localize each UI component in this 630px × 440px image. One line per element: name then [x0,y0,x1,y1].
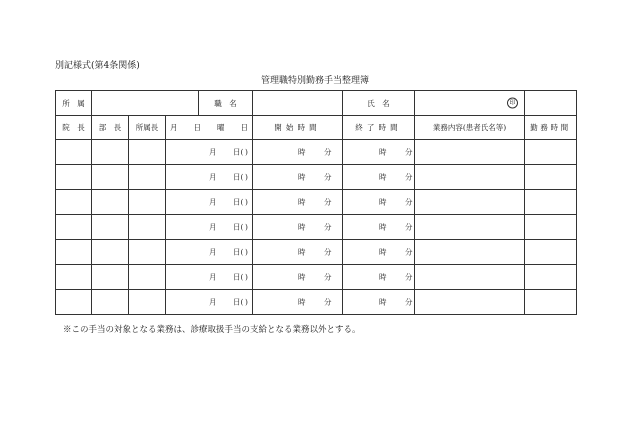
header-row [56,116,577,140]
work-hours-cell[interactable] [525,265,577,290]
day-label: 日( [233,272,244,282]
unit-head-seal-cell[interactable] [129,190,166,215]
work-hours-cell[interactable] [525,215,577,240]
date-cell[interactable] [166,265,253,290]
unit-head-seal-cell[interactable] [129,240,166,265]
name-label: 氏 名 [343,91,415,116]
director-seal-cell[interactable] [56,265,92,290]
table-row [56,240,577,265]
end-hour-label: 時 [379,272,387,282]
work-content-cell[interactable] [415,265,525,290]
day-label: 日( [233,172,244,182]
end-time-cell[interactable] [343,165,415,190]
header-unit-head: 所属長 [129,116,166,140]
date-cell[interactable] [166,190,253,215]
day-label: 日( [233,197,244,207]
work-content-cell[interactable] [415,140,525,165]
work-content-cell[interactable] [415,290,525,315]
director-seal-cell[interactable] [56,140,92,165]
header-date: 月 日 曜 日 [166,116,253,140]
work-hours-cell[interactable] [525,290,577,315]
work-hours-cell[interactable] [525,140,577,165]
end-time-cell[interactable] [343,190,415,215]
day-label: 日( [233,222,244,232]
start-hour-label: 時 [298,272,306,282]
director-seal-cell[interactable] [56,215,92,240]
day-label: 日( [233,247,244,257]
paren-close: ) [245,297,248,307]
date-cell[interactable] [166,290,253,315]
start-minute-label: 分 [324,147,332,157]
position-label: 職 名 [199,91,253,116]
table-row [56,140,577,165]
paren-close: ) [245,172,248,182]
name-field[interactable] [415,91,525,116]
form-label: 別記様式(第4条関係) [55,61,140,71]
work-content-cell[interactable] [415,165,525,190]
end-time-cell[interactable] [343,240,415,265]
affiliation-label: 所 属 [56,91,92,116]
end-hour-label: 時 [379,147,387,157]
end-minute-label: 分 [405,147,413,157]
department-head-seal-cell[interactable] [92,265,129,290]
table-row [56,215,577,240]
start-minute-label: 分 [324,272,332,282]
department-head-seal-cell[interactable] [92,190,129,215]
start-hour-label: 時 [298,222,306,232]
end-minute-label: 分 [405,197,413,207]
paren-close: ) [245,197,248,207]
end-time-cell[interactable] [343,290,415,315]
position-field[interactable] [253,91,343,116]
start-hour-label: 時 [298,247,306,257]
start-hour-label: 時 [298,147,306,157]
end-minute-label: 分 [405,272,413,282]
start-time-cell[interactable] [253,240,343,265]
end-minute-label: 分 [405,172,413,182]
table-row [56,290,577,315]
header-department-head: 部 長 [92,116,129,140]
table-row [56,165,577,190]
header-start-time: 開始時間 [253,116,343,140]
department-head-seal-cell[interactable] [92,215,129,240]
work-hours-cell[interactable] [525,240,577,265]
day-label: 日( [233,147,244,157]
month-label: 月 [209,147,217,157]
allowance-register-table [55,90,577,315]
start-time-cell[interactable] [253,265,343,290]
month-label: 月 [209,297,217,307]
paren-close: ) [245,147,248,157]
start-time-cell[interactable] [253,165,343,190]
end-time-cell[interactable] [343,140,415,165]
unit-head-seal-cell[interactable] [129,165,166,190]
end-hour-label: 時 [379,247,387,257]
date-cell[interactable] [166,240,253,265]
info-row [56,91,577,116]
unit-head-seal-cell[interactable] [129,290,166,315]
month-label: 月 [209,197,217,207]
table-row [56,190,577,215]
end-minute-label: 分 [405,297,413,307]
end-hour-label: 時 [379,222,387,232]
department-head-seal-cell[interactable] [92,290,129,315]
footnote: ※この手当の対象となる業務は、診療取扱手当の支給となる業務以外とする。 [63,325,361,335]
end-hour-label: 時 [379,172,387,182]
end-time-cell[interactable] [343,265,415,290]
work-content-cell[interactable] [415,240,525,265]
start-time-cell[interactable] [253,190,343,215]
paren-close: ) [245,272,248,282]
info-blank-cell [525,91,577,116]
header-director: 院 長 [56,116,92,140]
end-time-cell[interactable] [343,215,415,240]
start-hour-label: 時 [298,197,306,207]
start-minute-label: 分 [324,222,332,232]
month-label: 月 [209,272,217,282]
end-minute-label: 分 [405,222,413,232]
date-cell[interactable] [166,165,253,190]
start-time-cell[interactable] [253,215,343,240]
start-minute-label: 分 [324,197,332,207]
unit-head-seal-cell[interactable] [129,215,166,240]
affiliation-field[interactable] [92,91,199,116]
start-minute-label: 分 [324,297,332,307]
start-minute-label: 分 [324,247,332,257]
date-cell[interactable] [166,215,253,240]
start-hour-label: 時 [298,297,306,307]
department-head-seal-cell[interactable] [92,165,129,190]
date-cell[interactable] [166,140,253,165]
unit-head-seal-cell[interactable] [129,140,166,165]
start-time-cell[interactable] [253,140,343,165]
start-minute-label: 分 [324,172,332,182]
document-title: 管理職特別勤務手当整理簿 [260,76,369,86]
paren-close: ) [245,247,248,257]
header-work-content: 業務内容(患者氏名等) [415,116,525,140]
month-label: 月 [209,222,217,232]
start-time-cell[interactable] [253,290,343,315]
header-end-time: 終了時間 [343,116,415,140]
end-hour-label: 時 [379,197,387,207]
month-label: 月 [209,172,217,182]
unit-head-seal-cell[interactable] [129,265,166,290]
director-seal-cell[interactable] [56,240,92,265]
seal-mark-icon: 印 [507,98,518,109]
paren-close: ) [245,222,248,232]
month-label: 月 [209,247,217,257]
day-label: 日( [233,297,244,307]
department-head-seal-cell[interactable] [92,240,129,265]
start-hour-label: 時 [298,172,306,182]
department-head-seal-cell[interactable] [92,140,129,165]
end-hour-label: 時 [379,297,387,307]
header-work-hours: 勤務時間 [525,116,577,140]
work-content-cell[interactable] [415,190,525,215]
work-content-cell[interactable] [415,215,525,240]
table-row [56,265,577,290]
work-hours-cell[interactable] [525,165,577,190]
work-hours-cell[interactable] [525,190,577,215]
director-seal-cell[interactable] [56,190,92,215]
director-seal-cell[interactable] [56,165,92,190]
end-minute-label: 分 [405,247,413,257]
director-seal-cell[interactable] [56,290,92,315]
